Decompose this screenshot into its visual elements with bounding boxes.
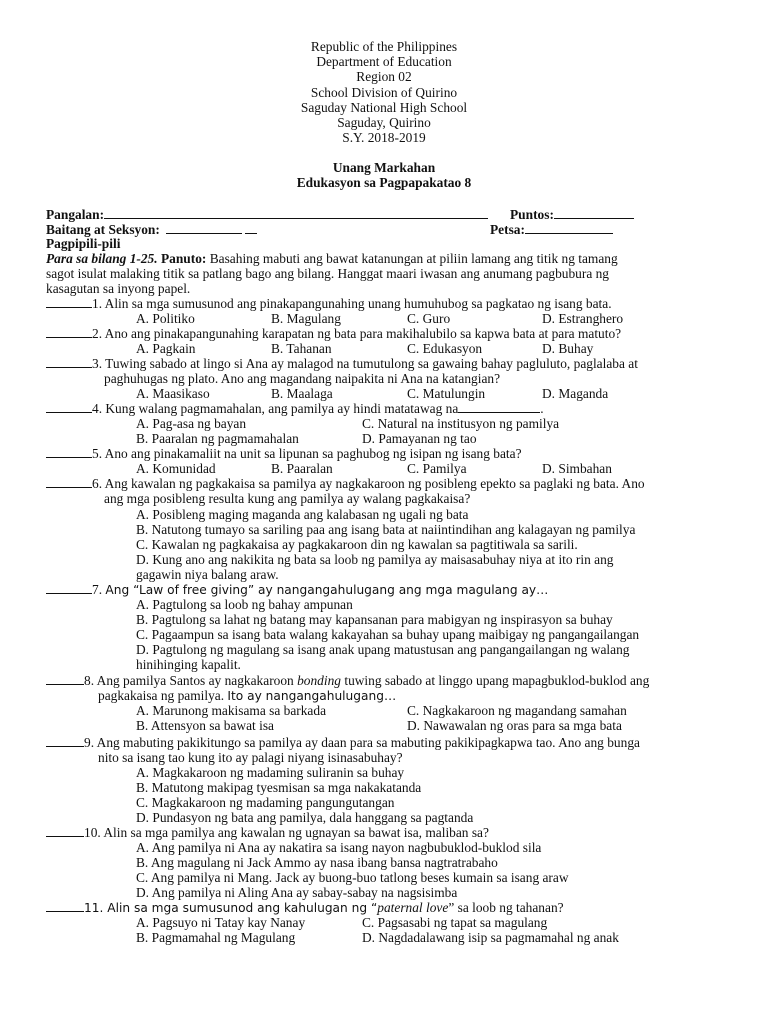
option-b: B. Paaralan ng pagmamahalan — [136, 431, 299, 446]
answer-blank[interactable] — [46, 673, 84, 685]
option-a: A. Maasikaso — [136, 386, 210, 401]
option-d: D. Kung ano ang nakikita ng bata sa loob ng pamilya ay maisasabuhay niya at ito rin ang — [136, 552, 614, 567]
answer-blank[interactable] — [46, 326, 92, 338]
option-b: B. Pagtulong sa lahat ng batang may kapansanan para mabigyan ng inspirasyon sa buhay — [136, 612, 613, 627]
school-header — [0, 39, 768, 145]
option-c: C. Edukasyon — [407, 341, 483, 356]
option-a: A. Magkakaroon ng madaming suliranin sa buhay — [136, 765, 405, 780]
section-field — [46, 221, 257, 237]
section-blank-tail — [245, 221, 257, 234]
date-label: Petsa: — [490, 222, 525, 237]
option-c: C. Matulungin — [407, 386, 486, 401]
option-b: B. Matutong makipag tyesmisan sa mga nakakatanda — [136, 780, 422, 795]
option-a: A. Ang pamilya ni Ana ay nakatira sa isang nayon nagbubuklod-buklod sila — [136, 840, 542, 855]
fill-blank — [458, 401, 540, 413]
question-5 — [46, 446, 522, 461]
option-d: D. Pagtulong ng magulang sa isang anak upang matustusan ang pangangailangan ng walang — [136, 642, 630, 657]
option-b: B. Paaralan — [271, 461, 333, 476]
option-d: D. Maganda — [542, 386, 609, 401]
section-blank[interactable] — [166, 221, 242, 234]
panuto-label: Panuto: — [160, 251, 207, 266]
header-line: Department of Education — [316, 54, 452, 70]
answer-blank[interactable] — [46, 735, 84, 747]
question-9 — [46, 735, 640, 750]
answer-blank[interactable] — [46, 900, 84, 912]
answer-blank[interactable] — [46, 825, 84, 837]
answer-blank[interactable] — [46, 446, 92, 458]
question-stem: 10. Alin sa mga pamilya ang kawalan ng ugnayan sa bawat isa, maliban sa? — [84, 825, 489, 840]
exam-subject: Edukasyon sa Pagpapakatao 8 — [296, 175, 472, 190]
option-a: A. Politiko — [136, 311, 195, 326]
instructions-line-1 — [46, 251, 618, 266]
option-b: B. Attensyon sa bawat isa — [136, 718, 274, 733]
option-d-cont: hinihinging kapalit. — [136, 657, 241, 672]
name-blank[interactable] — [104, 206, 488, 219]
option-a: A. Pagtulong sa loob ng bahay ampunan — [136, 597, 353, 612]
option-a: A. Pag-asa ng bayan — [136, 416, 247, 431]
section-label: Baitang at Seksyon: — [46, 222, 160, 237]
option-b: B. Natutong tumayo sa sariling paa ang isang bata at naiintindihan ang kalagayan ng pamilya — [136, 522, 636, 537]
answer-blank[interactable] — [46, 476, 92, 488]
question-stem: 1. Alin sa mga sumusunod ang pinakapangunahing unang humuhubog sa pagkatao ng isang bata. — [92, 296, 612, 311]
option-b: B. Ang magulang ni Jack Ammo ay nasa ibang bansa nagtratrabaho — [136, 855, 498, 870]
question-stem-part: Ito ay nangangahulugang… — [227, 689, 397, 703]
option-b: B. Magulang — [271, 311, 341, 326]
option-d: D. Nagdadalawang isip sa pagmamahal ng anak — [362, 930, 619, 945]
emphasis-bonding: bonding — [297, 673, 341, 688]
question-7 — [46, 582, 548, 598]
question-2 — [46, 326, 621, 341]
question-stem-cont — [98, 688, 396, 704]
option-a: A. Posibleng maging maganda ang kalabasan ng ugali ng bata — [136, 507, 469, 522]
option-d: D. Pamayanan ng tao — [362, 431, 477, 446]
option-b: B. Maalaga — [271, 386, 333, 401]
question-stem: 4. Kung walang pagmamahalan, ang pamilya ay hindi matatawag na — [92, 401, 459, 416]
date-field — [490, 221, 613, 237]
score-blank[interactable] — [554, 206, 634, 219]
question-6 — [46, 476, 645, 491]
option-c: C. Pagsasabi ng tapat sa magulang — [362, 915, 548, 930]
question-stem-cont: paghuhugas ng plato. Ano ang magandang naipakita ni Ana na katangian? — [104, 371, 501, 386]
option-d: D. Pundasyon ng bata ang pamilya, dala hanggang sa pagtanda — [136, 810, 474, 825]
option-c: C. Magkakaroon ng madaming pangungutangan — [136, 795, 395, 810]
option-a: A. Pagkain — [136, 341, 196, 356]
score-field — [510, 206, 634, 222]
option-c: C. Ang pamilya ni Mang. Jack ay buong-buo tatlong beses kumain sa isang araw — [136, 870, 569, 885]
header-line: Saguday, Quirino — [337, 115, 431, 131]
question-11 — [46, 900, 564, 916]
question-1 — [46, 296, 612, 311]
question-stem-cont: ang mga posibleng resulta kung ang pamilya ay walang pagkakaisa? — [104, 491, 471, 506]
option-d: D. Ang pamilya ni Aling Ana ay sabay-sabay na nagsisimba — [136, 885, 458, 900]
option-a: A. Pagsuyo ni Tatay kay Nanay — [136, 915, 306, 930]
header-line: Republic of the Philippines — [310, 39, 458, 54]
question-stem-tail: ” sa loob ng tahanan? — [448, 900, 564, 915]
option-b: B. Pagmamahal ng Magulang — [136, 930, 296, 945]
emphasis-paternal-love: paternal love — [377, 900, 449, 915]
answer-blank[interactable] — [46, 356, 92, 368]
question-stem: 9. Ang mabuting pakikitungo sa pamilya ay daan para sa mabuting pakikipagkapwa tao. Ano ang bunga — [84, 735, 640, 750]
question-3 — [46, 356, 638, 371]
instructions-line-2: sagot isulat malaking titik sa patlang bago ang bilang. Hanggat maari iwasan ang anumang pagbubura ng — [46, 266, 610, 281]
question-stem: 5. Ano ang pinakamaliit na unit sa lipunan sa paghubog ng isipan ng isang bata? — [92, 446, 522, 461]
date-blank[interactable] — [525, 221, 613, 234]
question-stem: 2. Ano ang pinakapangunahing karapatan ng bata para makihalubilo sa kapwa bata at para matuto? — [92, 326, 622, 341]
name-label: Pangalan: — [46, 207, 105, 222]
option-c: C. Guro — [407, 311, 451, 326]
instructions-line-3: kasagutan sa inyong papel. — [46, 281, 191, 296]
option-a: A. Marunong makisama sa barkada — [136, 703, 327, 718]
question-4: 4. Kung walang pagmamahalan, ang pamilya ay hindi matatawag na . — [46, 401, 544, 416]
question-10 — [46, 825, 489, 840]
question-stem: Ang “Law of free giving” ay nangangahulugang ang mga magulang ay… — [105, 583, 549, 597]
question-stem-cont: nito sa isang tao kung ito ay palagi niyang isinasabuhay? — [98, 750, 403, 765]
option-a: A. Komunidad — [136, 461, 216, 476]
question-stem: 6. Ang kawalan ng pagkakaisa sa pamilya ay nagkakaroon ng posibleng epekto sa paglaki ng bata. Ano — [92, 476, 645, 491]
option-c: C. Kawalan ng pagkakaisa ay pagkakaroon din ng kawalan sa pagtitiwala sa sarili. — [136, 537, 578, 552]
answer-blank[interactable] — [46, 582, 92, 594]
header-line: Saguday National High School — [300, 99, 468, 115]
option-d-cont: gagawin niya balang araw. — [136, 567, 279, 582]
option-d: D. Buhay — [542, 341, 594, 356]
question-stem: 11. Alin sa mga sumusunod ang kahulugan ng “ — [84, 901, 378, 915]
answer-blank[interactable] — [46, 296, 92, 308]
score-label: Puntos: — [510, 207, 554, 222]
option-d: D. Simbahan — [542, 461, 612, 476]
question-stem-tail: tuwing sabado at linggo upang mapagbuklod-buklod ang — [341, 673, 650, 688]
option-c: C. Pamilya — [407, 461, 467, 476]
question-number: 7. — [92, 582, 103, 597]
option-c: C. Nagkakaroon ng magandang samahan — [407, 703, 627, 718]
item-range: Para sa bilang 1-25. — [46, 251, 158, 266]
question-8 — [46, 673, 649, 688]
question-stem: 3. Tuwing sabado at lingo si Ana ay malagod na tumutulong sa gawaing bahay pagluluto, paglalaba at — [92, 356, 638, 371]
option-b: B. Tahanan — [271, 341, 332, 356]
option-d: D. Estranghero — [542, 311, 624, 326]
question-stem: 8. Ang pamilya Santos ay nagkakaroon — [84, 673, 298, 688]
header-line: S.Y. 2018-2019 — [342, 130, 426, 146]
header-line: Region 02 — [356, 69, 412, 85]
option-c: C. Pagaampun sa isang bata walang kakayahan sa buhay upang maibigay ng pangangailangan — [136, 627, 640, 642]
option-d: D. Nawawalan ng oras para sa mga bata — [407, 718, 622, 733]
name-field — [46, 206, 488, 222]
question-stem-part: pagkakaisa ng pamilya. — [98, 688, 228, 703]
exam-quarter: Unang Markahan — [332, 160, 436, 175]
instructions-text: Basahing mabuti ang bawat katanungan at piliin lamang ang titik ng tamang — [209, 251, 618, 266]
answer-blank[interactable] — [46, 401, 92, 413]
header-line: School Division of Quirino — [310, 84, 458, 100]
option-c: C. Natural na institusyon ng pamilya — [362, 416, 560, 431]
section-title: Pagpipili-pili — [46, 236, 121, 251]
